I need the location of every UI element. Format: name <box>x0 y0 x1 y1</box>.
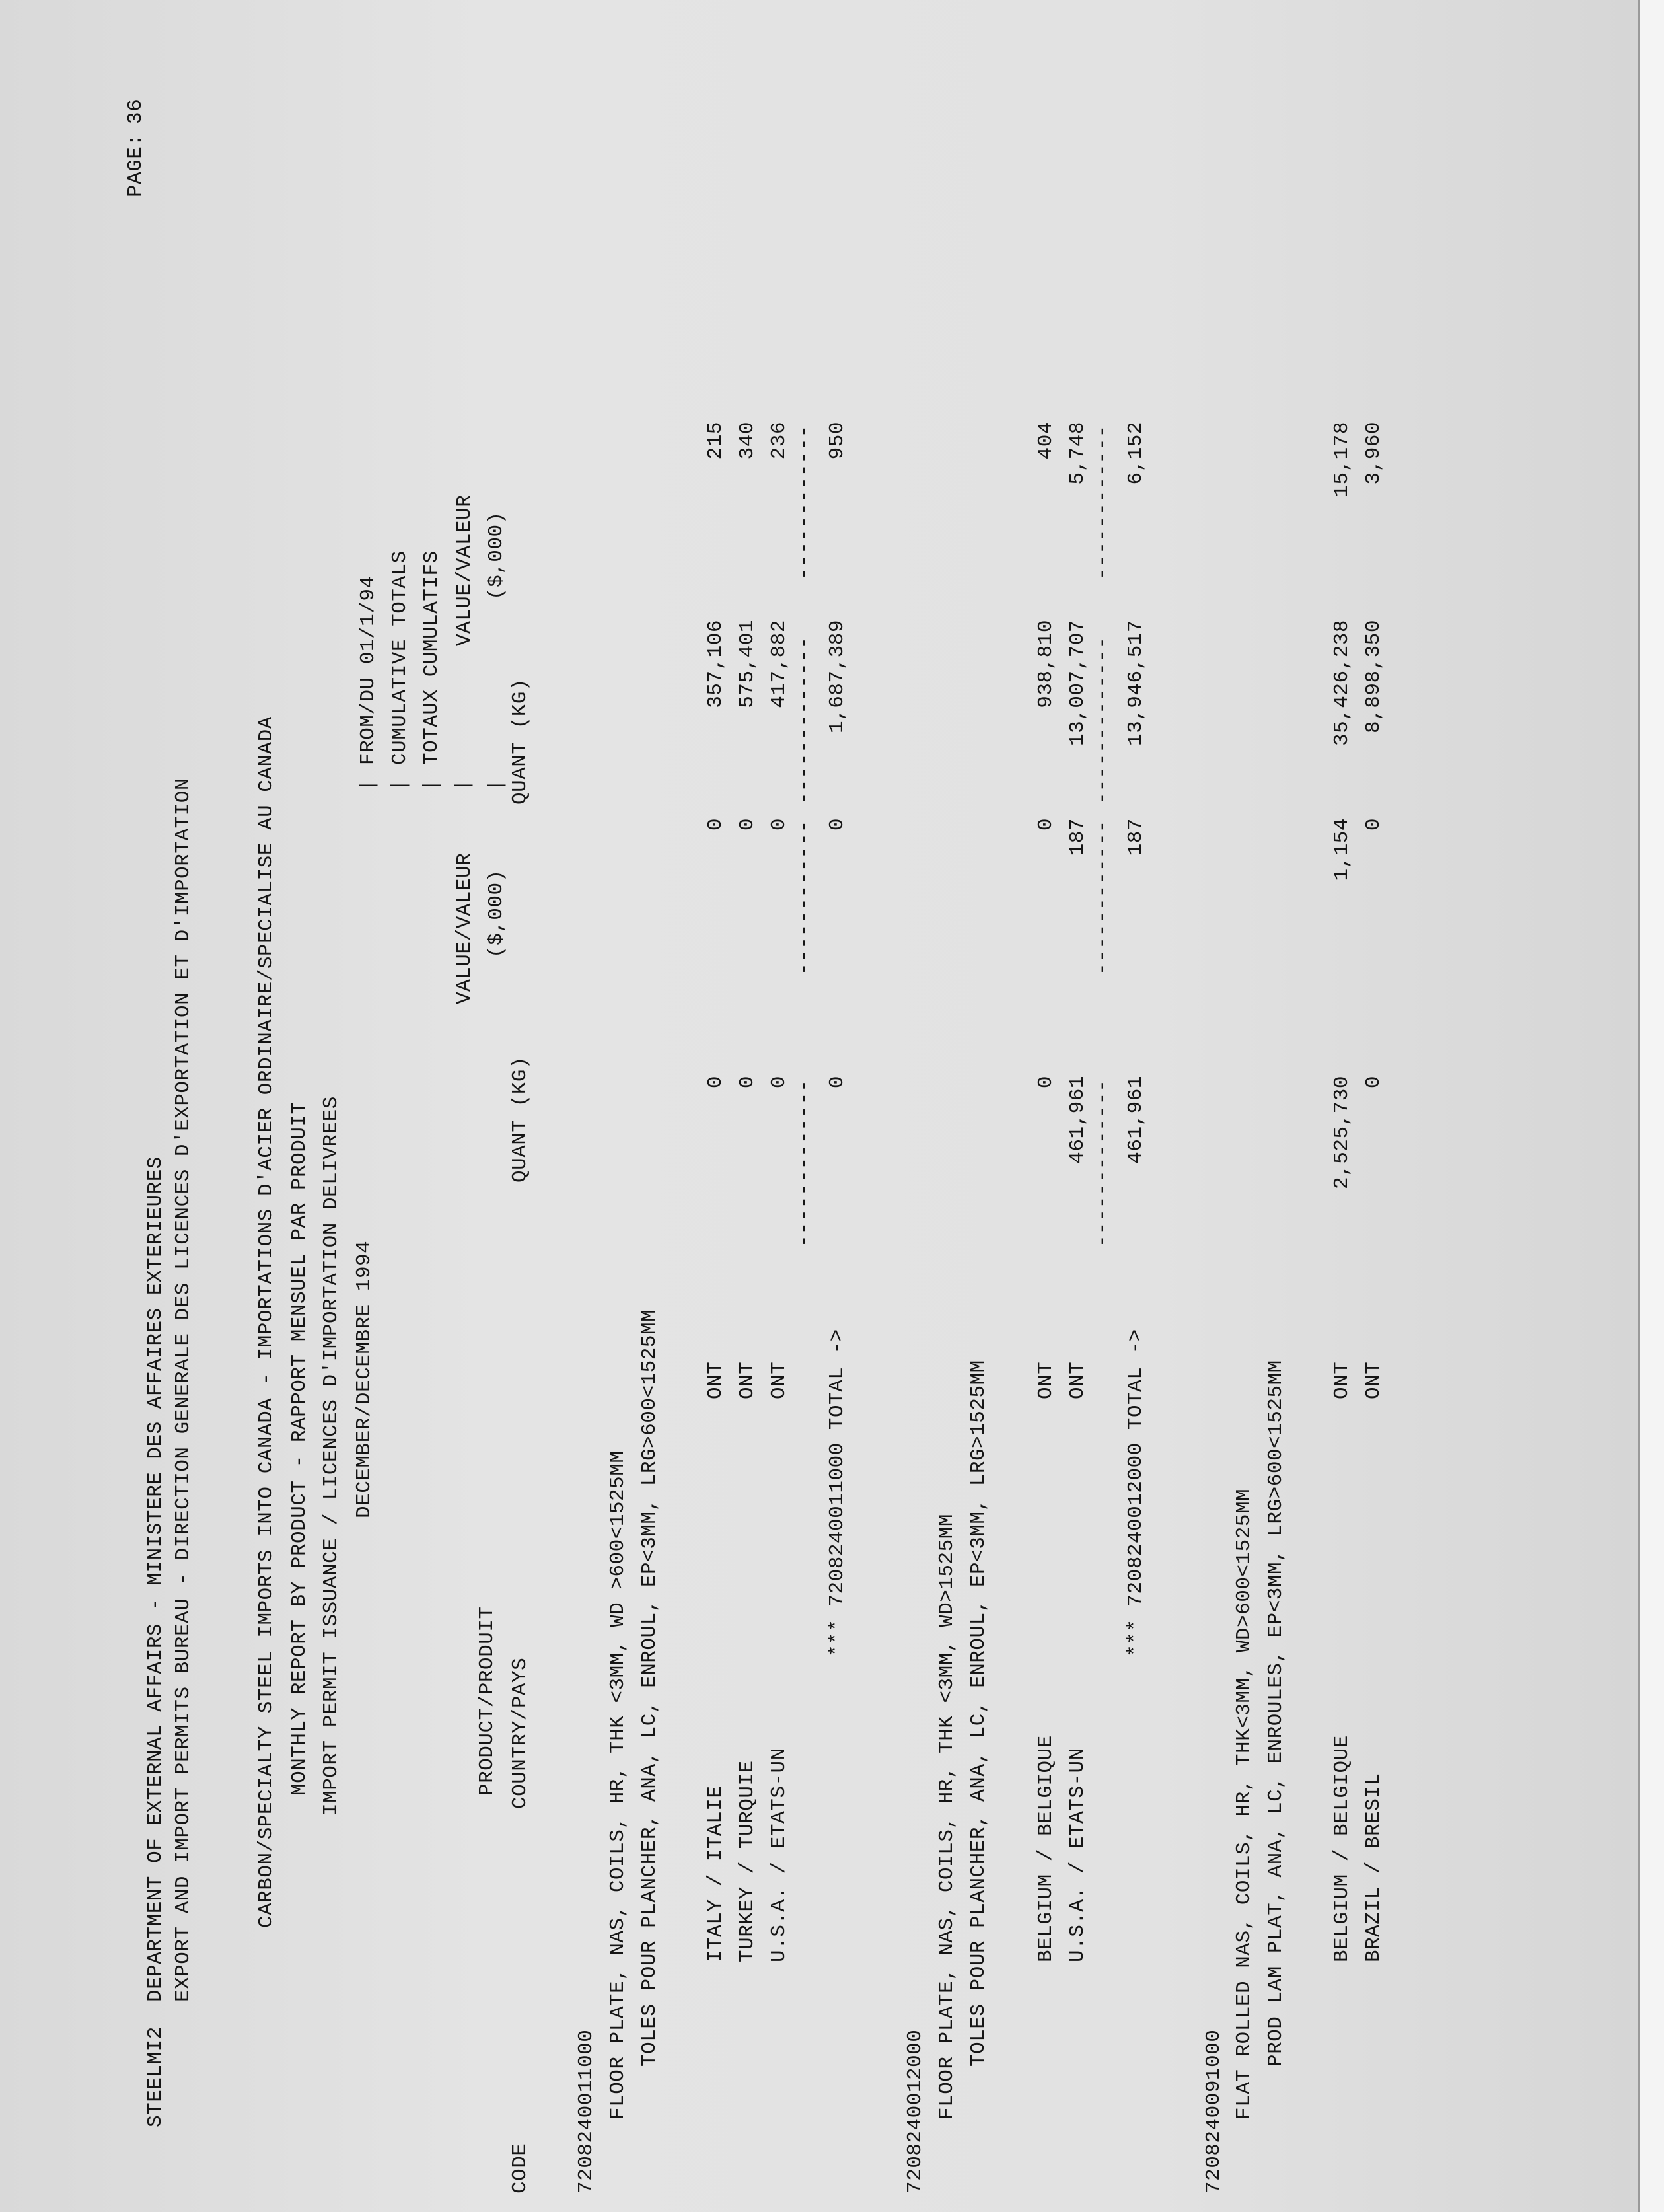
quant-cell: 461,961 <box>1066 1076 1089 1164</box>
totaux-cumulatifs: TOTAUX CUMULATIFS <box>420 550 443 765</box>
section-desc-fr: TOLES POUR PLANCHER, ANA, LC, ENROUL, EP<3MM, LRG>600<1525MM <box>638 1309 661 2067</box>
cum-value-cell: 3,960 <box>1362 422 1385 485</box>
total-cum-value: 950 <box>826 422 849 460</box>
report-id: STEELMI2 <box>144 2026 167 2127</box>
cum-value-cell: 15,178 <box>1330 422 1354 498</box>
separator-dashes: ------------- <box>793 1079 816 1247</box>
report-subtitle: MONTHLY REPORT BY PRODUCT - RAPPORT MENSUEL PAR PRODUIT <box>288 1101 311 1796</box>
province: ONT <box>704 1361 727 1399</box>
cum-quant-cell: 575,401 <box>736 620 759 708</box>
quant-cell: 2,525,730 <box>1330 1076 1354 1189</box>
divider-bar-1: | <box>357 778 380 792</box>
value-cell: 0 <box>1362 818 1385 831</box>
cumulative-totals: CUMULATIVE TOTALS <box>388 550 412 765</box>
report-month: DECEMBER/DECEMBRE 1994 <box>353 1240 376 1518</box>
cum-quant-cell: 35,426,238 <box>1330 620 1354 747</box>
cum-value-cell: 5,748 <box>1066 422 1089 485</box>
page-number: 36 <box>124 98 147 124</box>
section-code: 7208240012000 <box>904 2029 927 2194</box>
cum-quant-cell: 357,106 <box>704 620 727 708</box>
separator-dashes: ------------ <box>1091 819 1114 975</box>
separator-dashes: ------------ <box>793 819 816 975</box>
total-value: 187 <box>1124 818 1147 856</box>
value-heading: VALUE/VALEUR <box>453 852 476 1004</box>
country-name: U.S.A. / ETATS-UN <box>768 1748 791 1962</box>
cum-value-cell: 215 <box>704 422 727 460</box>
cum-quant-cell: 938,810 <box>1034 620 1058 708</box>
total-quant: 0 <box>826 1076 849 1089</box>
section-code: 7208240091000 <box>1202 2029 1225 2194</box>
province: ONT <box>1066 1361 1089 1399</box>
separator-dashes: ------------- <box>793 636 816 805</box>
section-desc-fr: PROD LAM PLAT, ANA, LC, ENROULES, EP<3MM, LRG>600<1525MM <box>1264 1360 1287 2067</box>
total-cum-quant: 13,946,517 <box>1124 620 1147 747</box>
province: ONT <box>1362 1361 1385 1399</box>
total-label: *** 7208240012000 TOTAL -> <box>1124 1329 1147 1657</box>
total-cum-quant: 1,687,389 <box>826 620 849 733</box>
value-cell: 0 <box>704 818 727 831</box>
divider-bar-2: | <box>388 778 412 792</box>
separator-dashes: ------------- <box>1091 1079 1114 1247</box>
quant-cell: 0 <box>704 1076 727 1089</box>
cum-value-cell: 236 <box>768 422 791 460</box>
country-name: U.S.A. / ETATS-UN <box>1066 1748 1089 1962</box>
total-cum-value: 6,152 <box>1124 422 1147 485</box>
country-name: TURKEY / TURQUIE <box>736 1760 759 1962</box>
province: ONT <box>1034 1361 1058 1399</box>
quant-cell: 0 <box>1362 1076 1385 1089</box>
value-cell: 187 <box>1066 818 1089 856</box>
cum-quant-heading: QUANT (KG) <box>509 678 532 805</box>
province: ONT <box>736 1361 759 1399</box>
cum-value-unit: ($,000) <box>485 511 508 600</box>
country-name: BELGIUM / BELGIQUE <box>1330 1735 1354 1962</box>
bureau-line: EXPORT AND IMPORT PERMITS BUREAU - DIRECTION GENERALE DES LICENCES D'EXPORTATION ET D'IMPORTATION <box>172 778 195 2002</box>
separator-dashes: ------------ <box>793 424 816 580</box>
province: ONT <box>768 1361 791 1399</box>
from-date: FROM/DU 01/1/94 <box>357 575 380 765</box>
divider-bar-4: | <box>452 778 475 792</box>
separator-dashes: ------------ <box>1091 424 1114 580</box>
section-desc-en: FLOOR PLATE, NAS, COILS, HR, THK <3MM, WD>1525MM <box>935 1514 959 2120</box>
total-quant: 461,961 <box>1124 1076 1147 1164</box>
section-desc-fr: TOLES POUR PLANCHER, ANA, LC, ENROUL, EP<3MM, LRG>1525MM <box>967 1360 990 2067</box>
country-name: ITALY / ITALIE <box>704 1785 727 1962</box>
section-desc-en: FLAT ROLLED NAS, COILS, HR, THK<3MM, WD>600<1525MM <box>1233 1488 1256 2120</box>
value-unit: ($,000) <box>485 869 508 958</box>
section-desc-en: FLOOR PLATE, NAS, COILS, HR, THK <3MM, WD >600<1525MM <box>606 1450 630 2120</box>
product-heading: PRODUCT/PRODUIT <box>476 1606 499 1796</box>
section-code: 7208240011000 <box>575 2029 598 2194</box>
value-cell: 1,154 <box>1330 818 1354 881</box>
quant-cell: 0 <box>1034 1076 1058 1089</box>
department-line: DEPARTMENT OF EXTERNAL AFFAIRS - MINISTERE DES AFFAIRES EXTERIEURES <box>144 1156 167 2002</box>
total-value: 0 <box>826 818 849 831</box>
quant-cell: 0 <box>768 1076 791 1089</box>
country-heading: COUNTRY/PAYS <box>509 1657 532 1809</box>
value-cell: 0 <box>1034 818 1058 831</box>
report-issuance: IMPORT PERMIT ISSUANCE / LICENCES D'IMPORTATION DELIVREES <box>320 1096 343 1816</box>
value-cell: 0 <box>768 818 791 831</box>
country-name: BELGIUM / BELGIQUE <box>1034 1735 1058 1962</box>
divider-bar-3: | <box>420 778 443 792</box>
country-name: BRAZIL / BRESIL <box>1362 1773 1385 1962</box>
cum-value-cell: 340 <box>736 422 759 460</box>
page-label: PAGE: <box>124 133 147 197</box>
cum-quant-cell: 13,007,707 <box>1066 620 1089 747</box>
divider-bar-5: | <box>485 778 508 792</box>
quant-cell: 0 <box>736 1076 759 1089</box>
separator-dashes: ------------- <box>1091 636 1114 805</box>
cum-value-cell: 404 <box>1034 422 1058 460</box>
cum-value-heading: VALUE/VALEUR <box>453 494 476 646</box>
cum-quant-cell: 417,882 <box>768 620 791 708</box>
report-title: CARBON/SPECIALTY STEEL IMPORTS INTO CANADA - IMPORTATIONS D'ACIER ORDINAIRE/SPECIALISE AU CANADA <box>255 716 278 1928</box>
page-edge <box>1638 0 1664 2212</box>
total-label: *** 7208240011000 TOTAL -> <box>826 1329 849 1657</box>
cum-quant-cell: 8,898,350 <box>1362 620 1385 733</box>
province: ONT <box>1330 1361 1354 1399</box>
value-cell: 0 <box>736 818 759 831</box>
quant-heading: QUANT (KG) <box>509 1056 532 1183</box>
code-heading: CODE <box>509 2143 532 2194</box>
